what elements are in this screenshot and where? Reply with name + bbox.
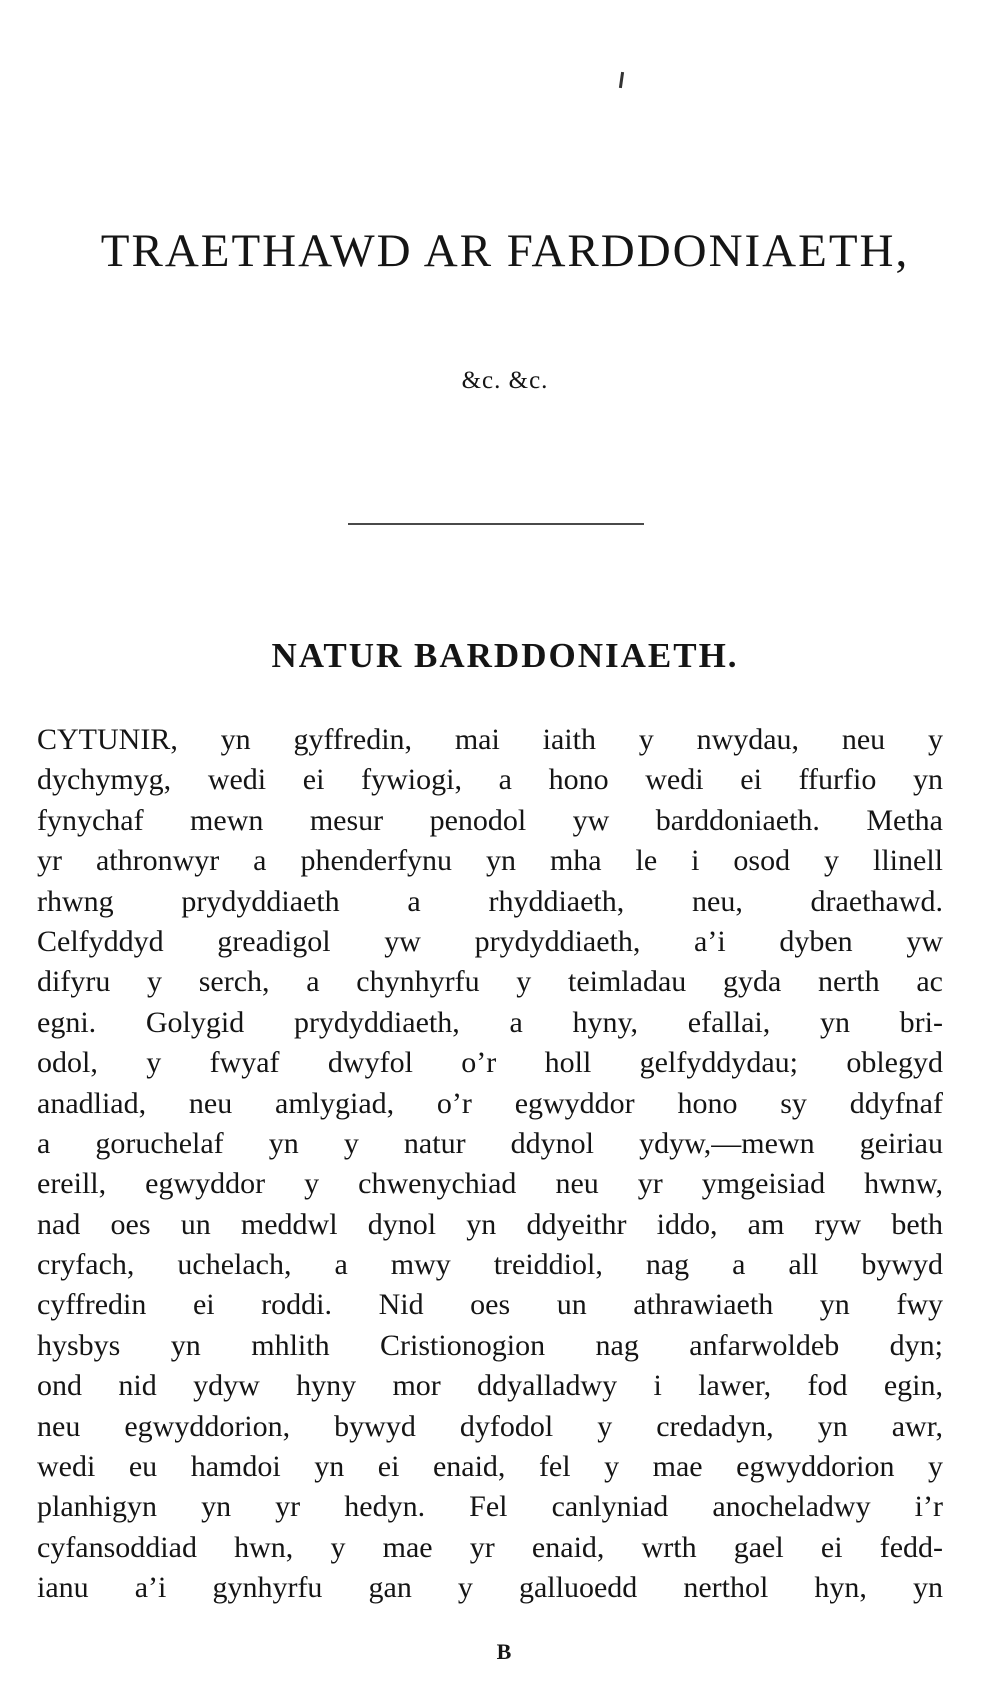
text-line: odol, y fwyaf dwyfol o’r holl gelfyddydau; oblegyd (37, 1046, 943, 1080)
section-heading: NATUR BARDDONIAETH. (271, 636, 739, 675)
text-line: hysbys yn mhlith Cristionogion nag anfarwoldeb dyn; (37, 1328, 943, 1362)
text-line: cyffredin ei roddi. Nid oes un athrawiaeth yn fwy (37, 1288, 943, 1322)
text-line: planhigyn yn yr hedyn. Fel canlyniad anocheladwy i’r (37, 1490, 943, 1524)
text-line: ond nid ydyw hyny mor ddyalladwy i lawer, fod egin, (37, 1369, 943, 1403)
text-line: ianu a’i gynhyrfu gan y galluoedd nerthol hyn, yn (37, 1571, 943, 1605)
text-line: wedi eu hamdoi yn ei enaid, fel y mae egwyddorion y (37, 1450, 943, 1484)
text-line: CYTUNIR, yn gyffredin, mai iaith y nwydau, neu y (37, 723, 943, 756)
text-line: a goruchelaf yn y natur ddynol ydyw,—mewn geiriau (37, 1126, 943, 1160)
text-line: difyru y serch, a chynhyrfu y teimladau gyda nerth ac (37, 965, 943, 999)
signature-mark: B (496, 1639, 512, 1664)
text-line: cyfansoddiad hwn, y mae yr enaid, wrth gael ei fedd- (37, 1530, 943, 1564)
title-etcetera: &c. &c. (461, 367, 549, 394)
section-divider (348, 523, 644, 525)
text-line: fynychaf mewn mesur penodol yw barddoniaeth. Metha (37, 803, 943, 837)
text-line: cryfach, uchelach, a mwy treiddiol, nag a all bywyd (37, 1248, 943, 1282)
text-line: yr athronwyr a phenderfynu yn mha le i osod y llinell (37, 844, 943, 878)
body-paragraph (37, 720, 943, 1609)
text-line: dychymyg, wedi ei fywiogi, a hono wedi ei ffurfio yn (37, 763, 943, 797)
text-line: ereill, egwyddor y chwenychiad neu yr ymgeisiad hwnw, (37, 1167, 943, 1201)
page-title: TRAETHAWD AR FARDDONIAETH, (100, 225, 910, 277)
text-line: Celfyddyd greadigol yw prydyddiaeth, a’i dyben yw (37, 924, 943, 958)
text-line: egni. Golygid prydyddiaeth, a hyny, efallai, yn bri- (37, 1005, 943, 1039)
text-line: nad oes un meddwl dynol yn ddyeithr iddo, am ryw beth (37, 1207, 943, 1241)
ink-speck (619, 72, 624, 88)
text-line: anadliad, neu amlygiad, o’r egwyddor hono sy ddyfnaf (37, 1086, 943, 1120)
text-line: rhwng prydyddiaeth a rhyddiaeth, neu, draethawd. (37, 884, 943, 918)
text-line: neu egwyddorion, bywyd dyfodol y credadyn, yn awr, (37, 1409, 943, 1443)
